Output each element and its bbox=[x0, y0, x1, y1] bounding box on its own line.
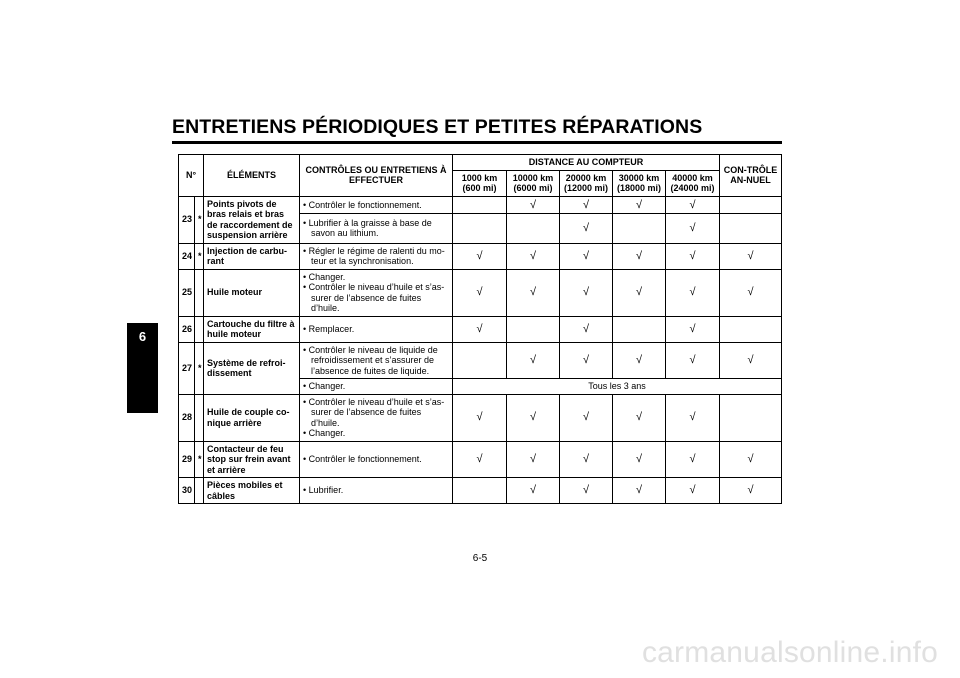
check-cell: √ bbox=[507, 441, 560, 478]
row-element: Points pivots de bras relais et bras de raccordement de suspension arrière bbox=[204, 196, 300, 243]
row-control bbox=[300, 214, 453, 243]
check-cell: √ bbox=[613, 394, 666, 441]
check-cell: √ bbox=[666, 214, 720, 243]
check-cell bbox=[453, 342, 507, 379]
check-cell: √ bbox=[507, 478, 560, 504]
row-control bbox=[300, 269, 453, 316]
check-cell: √ bbox=[560, 441, 613, 478]
header-elements: ÉLÉMENTS bbox=[204, 155, 300, 197]
check-cell: √ bbox=[613, 243, 666, 269]
check-cell: √ bbox=[507, 196, 560, 214]
check-cell: √ bbox=[666, 394, 720, 441]
table-row bbox=[179, 316, 782, 342]
check-cell: √ bbox=[666, 243, 720, 269]
table-row bbox=[179, 243, 782, 269]
control-item: • Régler le régime de ralenti du mo-teur et la synchronisation. bbox=[303, 246, 449, 267]
row-element: Huile moteur bbox=[204, 269, 300, 316]
control-list bbox=[303, 218, 449, 239]
check-cell: √ bbox=[453, 243, 507, 269]
check-cell bbox=[613, 214, 666, 243]
check-cell bbox=[720, 214, 782, 243]
row-star bbox=[195, 269, 204, 316]
check-cell: √ bbox=[666, 196, 720, 214]
control-list bbox=[303, 381, 449, 392]
row-element: Huile de couple co-nique arrière bbox=[204, 394, 300, 441]
check-cell: √ bbox=[613, 441, 666, 478]
check-cell: √ bbox=[453, 441, 507, 478]
row-control bbox=[300, 316, 453, 342]
check-cell: √ bbox=[720, 269, 782, 316]
row-element: Contacteur de feu stop sur frein avant et arrière bbox=[204, 441, 300, 478]
interval-header bbox=[666, 170, 720, 196]
table-body bbox=[179, 196, 782, 504]
row-star bbox=[195, 394, 204, 441]
interval-span: Tous les 3 ans bbox=[453, 379, 782, 395]
check-cell: √ bbox=[613, 269, 666, 316]
control-list bbox=[303, 485, 449, 496]
title-rule bbox=[172, 141, 782, 144]
interval-mi: (12000 mi) bbox=[564, 183, 609, 193]
check-cell: √ bbox=[507, 342, 560, 379]
table-header-row bbox=[179, 155, 782, 171]
interval-header bbox=[560, 170, 613, 196]
interval-header bbox=[613, 170, 666, 196]
header-num: N° bbox=[179, 155, 204, 197]
check-cell: √ bbox=[560, 342, 613, 379]
row-control bbox=[300, 441, 453, 478]
row-control bbox=[300, 342, 453, 379]
row-number: 27 bbox=[179, 342, 195, 394]
interval-mi: (24000 mi) bbox=[670, 183, 715, 193]
interval-km: 30000 km bbox=[618, 172, 660, 183]
check-cell: √ bbox=[613, 196, 666, 214]
row-star bbox=[195, 478, 204, 504]
control-item: • Lubrifier. bbox=[303, 485, 449, 496]
check-cell: √ bbox=[560, 269, 613, 316]
row-control bbox=[300, 196, 453, 214]
check-cell bbox=[453, 196, 507, 214]
check-cell bbox=[507, 316, 560, 342]
control-list bbox=[303, 345, 449, 377]
table-row bbox=[179, 478, 782, 504]
header-controls: CONTRÔLES OU ENTRETIENS À EFFECTUER bbox=[300, 155, 453, 197]
row-number: 26 bbox=[179, 316, 195, 342]
check-cell: √ bbox=[613, 478, 666, 504]
row-control bbox=[300, 243, 453, 269]
row-number: 23 bbox=[179, 196, 195, 243]
check-cell: √ bbox=[507, 394, 560, 441]
control-list bbox=[303, 454, 449, 465]
control-list bbox=[303, 324, 449, 335]
table-row bbox=[179, 342, 782, 379]
check-cell: √ bbox=[720, 441, 782, 478]
control-list bbox=[303, 397, 449, 439]
control-item: • Contrôler le niveau d’huile et s’as-surer de l’absence de fuites d’huile. bbox=[303, 282, 449, 314]
check-cell: √ bbox=[666, 441, 720, 478]
control-list bbox=[303, 200, 449, 211]
row-element: Cartouche du filtre à huile moteur bbox=[204, 316, 300, 342]
check-cell: √ bbox=[666, 269, 720, 316]
check-cell bbox=[613, 316, 666, 342]
interval-header bbox=[507, 170, 560, 196]
interval-header bbox=[453, 170, 507, 196]
row-control bbox=[300, 379, 453, 395]
check-cell: √ bbox=[666, 316, 720, 342]
row-control bbox=[300, 394, 453, 441]
check-cell: √ bbox=[720, 243, 782, 269]
check-cell: √ bbox=[560, 214, 613, 243]
check-cell bbox=[720, 394, 782, 441]
check-cell: √ bbox=[560, 316, 613, 342]
control-item: • Changer. bbox=[303, 381, 449, 392]
check-cell: √ bbox=[453, 269, 507, 316]
table-row bbox=[179, 394, 782, 441]
row-element: Injection de carbu-rant bbox=[204, 243, 300, 269]
row-number: 28 bbox=[179, 394, 195, 441]
check-cell bbox=[453, 478, 507, 504]
table-row bbox=[179, 441, 782, 478]
check-cell: √ bbox=[560, 478, 613, 504]
control-item: • Contrôler le fonctionnement. bbox=[303, 454, 449, 465]
control-list bbox=[303, 246, 449, 267]
interval-km: 10000 km bbox=[512, 172, 554, 183]
check-cell bbox=[507, 214, 560, 243]
control-item: • Changer. bbox=[303, 428, 449, 439]
check-cell: √ bbox=[507, 243, 560, 269]
control-item: • Remplacer. bbox=[303, 324, 449, 335]
watermark: carmanualsonline.info bbox=[641, 636, 938, 669]
control-item: • Contrôler le fonctionnement. bbox=[303, 200, 449, 211]
check-cell: √ bbox=[560, 243, 613, 269]
chapter-number: 6 bbox=[138, 329, 147, 344]
control-item: • Contrôler le niveau de liquide de refroidissement et s’assurer de l’absence de fuites de liquide. bbox=[303, 345, 449, 377]
control-item: • Contrôler le niveau d’huile et s’as-surer de l’absence de fuites d’huile. bbox=[303, 397, 449, 429]
interval-mi: (18000 mi) bbox=[617, 183, 662, 193]
row-star bbox=[195, 316, 204, 342]
interval-km: 1000 km bbox=[461, 172, 498, 183]
row-star: * bbox=[195, 441, 204, 478]
check-cell: √ bbox=[560, 394, 613, 441]
check-cell: √ bbox=[453, 316, 507, 342]
row-element: Système de refroi-dissement bbox=[204, 342, 300, 394]
row-star: * bbox=[195, 196, 204, 243]
interval-km: 20000 km bbox=[565, 172, 607, 183]
interval-mi: (600 mi) bbox=[462, 183, 497, 193]
control-list bbox=[303, 272, 449, 314]
check-cell: √ bbox=[720, 478, 782, 504]
header-distance: DISTANCE AU COMPTEUR bbox=[453, 155, 720, 171]
page-title: ENTRETIENS PÉRIODIQUES ET PETITES RÉPARATIONS bbox=[172, 116, 703, 138]
table-row bbox=[179, 269, 782, 316]
interval-mi: (6000 mi) bbox=[513, 183, 553, 193]
row-number: 30 bbox=[179, 478, 195, 504]
check-cell: √ bbox=[666, 478, 720, 504]
chapter-tab bbox=[127, 323, 158, 413]
control-item: • Lubrifier à la graisse à base de savon au lithium. bbox=[303, 218, 449, 239]
header-annual: CON-TRÔLE AN-NUEL bbox=[720, 155, 782, 197]
row-number: 24 bbox=[179, 243, 195, 269]
maintenance-table bbox=[178, 154, 782, 504]
page-number: 6-5 bbox=[472, 553, 488, 564]
check-cell bbox=[453, 214, 507, 243]
check-cell: √ bbox=[613, 342, 666, 379]
row-star: * bbox=[195, 243, 204, 269]
row-number: 25 bbox=[179, 269, 195, 316]
check-cell: √ bbox=[507, 269, 560, 316]
check-cell bbox=[720, 196, 782, 214]
row-star: * bbox=[195, 342, 204, 394]
interval-km: 40000 km bbox=[672, 172, 713, 183]
control-item: • Changer. bbox=[303, 272, 449, 283]
check-cell: √ bbox=[666, 342, 720, 379]
check-cell: √ bbox=[453, 394, 507, 441]
table-row bbox=[179, 196, 782, 214]
row-control bbox=[300, 478, 453, 504]
check-cell bbox=[720, 316, 782, 342]
check-cell: √ bbox=[720, 342, 782, 379]
check-cell: √ bbox=[560, 196, 613, 214]
row-number: 29 bbox=[179, 441, 195, 478]
row-element: Pièces mobiles et câbles bbox=[204, 478, 300, 504]
